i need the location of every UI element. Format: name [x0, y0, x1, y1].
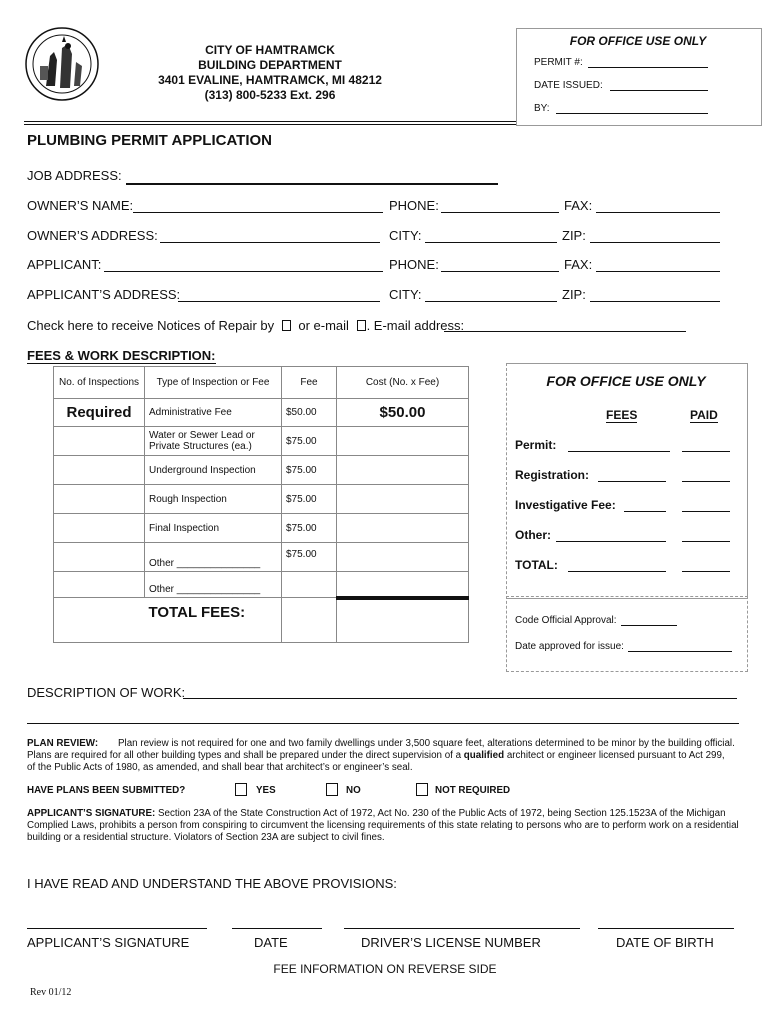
office-other-paid[interactable]	[682, 541, 730, 542]
plan-review-line2b: architect or engineer licensed pursuant to Act 299,	[506, 750, 725, 761]
office-investigative-fee[interactable]	[624, 511, 666, 512]
paid-col-label: PAID	[690, 408, 718, 422]
email-checkbox[interactable]	[357, 320, 366, 331]
applicant-fax-field[interactable]	[596, 271, 720, 272]
owners-name-label: OWNER’S NAME:	[27, 198, 134, 213]
owner-phone-field[interactable]	[441, 212, 559, 213]
fees-heading: FEES & WORK DESCRIPTION:	[27, 348, 216, 363]
seal-icon	[24, 26, 100, 102]
signature-notice	[27, 808, 747, 844]
owner-fax-label: FAX:	[564, 198, 593, 213]
email-address-field[interactable]	[444, 331, 686, 332]
col-fee: Fee	[282, 367, 337, 399]
office-investigative-paid[interactable]	[682, 511, 730, 512]
office-top-title: FOR OFFICE USE ONLY	[569, 34, 707, 48]
cost-input[interactable]	[337, 427, 469, 456]
office-right-title: FOR OFFICE USE ONLY	[546, 373, 706, 389]
inspections-input[interactable]	[54, 427, 145, 456]
office-other-fee[interactable]	[556, 541, 666, 542]
table-row	[54, 543, 469, 572]
office-permit-fee[interactable]	[568, 451, 670, 452]
total-fees-label: TOTAL FEES:	[145, 598, 282, 643]
inspections-input[interactable]	[54, 456, 145, 485]
total-spacer	[54, 598, 145, 643]
row-type: Rough Inspection	[145, 485, 282, 514]
applicant-phone-field[interactable]	[441, 271, 559, 272]
office-registration-fee[interactable]	[598, 481, 666, 482]
table-row	[54, 427, 469, 456]
owner-phone-label: PHONE:	[389, 198, 439, 213]
date-field[interactable]	[232, 928, 322, 929]
inspections-input[interactable]	[54, 485, 145, 514]
cost-input[interactable]	[337, 514, 469, 543]
applicant-city-field[interactable]	[425, 301, 557, 302]
drivers-license-field[interactable]	[344, 928, 580, 929]
applicant-label: APPLICANT:	[27, 257, 102, 272]
notices-label: Check here to receive Notices of Repair by	[27, 318, 275, 333]
row-fee: $75.00	[282, 427, 337, 456]
office-investigative-label: Investigative Fee:	[515, 498, 616, 512]
fees-col-label: FEES	[606, 408, 638, 422]
applicant-field[interactable]	[104, 271, 383, 272]
signature-notice-line1: Section 23A of the State Construction Act of 1972, Act No. 230 of the Public Acts of 1972, being Section 125.1523A of the Michigan	[158, 808, 726, 819]
permit-number-label: PERMIT #:	[534, 57, 583, 68]
inspections-input[interactable]	[54, 543, 145, 572]
email-address-label: . E-mail address:	[366, 318, 465, 333]
owners-address-field[interactable]	[160, 242, 380, 243]
row-type: Water or Sewer Lead or Private Structures (ea.)	[145, 427, 282, 456]
header-rule	[24, 121, 516, 122]
no-checkbox[interactable]	[326, 783, 338, 796]
owners-name-field[interactable]	[133, 212, 383, 213]
cost-input[interactable]	[337, 543, 469, 572]
or-email-label: or e-mail	[298, 318, 349, 333]
approval-box	[506, 596, 748, 672]
form-title: PLUMBING PERMIT APPLICATION	[27, 132, 272, 149]
row-type: Final Inspection	[145, 514, 282, 543]
required-cell: Required	[54, 399, 145, 427]
owner-city-field[interactable]	[425, 242, 557, 243]
row-fee	[282, 572, 337, 598]
total-spacer-2	[282, 598, 337, 643]
by-field[interactable]	[556, 113, 708, 114]
description-field-2[interactable]	[27, 723, 739, 724]
mail-checkbox[interactable]	[282, 320, 291, 331]
applicant-signature-label: APPLICANT’S SIGNATURE	[27, 935, 190, 950]
applicants-address-label: APPLICANT’S ADDRESS:	[27, 287, 181, 302]
applicant-phone-label: PHONE:	[389, 257, 439, 272]
office-other-label: Other:	[515, 528, 551, 542]
header-address: 3401 EVALINE, HAMTRAMCK, MI 48212	[158, 73, 382, 87]
row-fee: $50.00	[282, 399, 337, 427]
date-approved-field[interactable]	[628, 651, 732, 652]
header-city: CITY OF HAMTRAMCK	[205, 43, 335, 57]
row-fee: $75.00	[282, 543, 337, 572]
not-required-label: NOT REQUIRED	[435, 785, 511, 796]
yes-checkbox[interactable]	[235, 783, 247, 796]
permit-number-field[interactable]	[588, 67, 708, 68]
owners-address-label: OWNER’S ADDRESS:	[27, 228, 158, 243]
applicant-city-label: CITY:	[389, 287, 422, 302]
job-address-label: JOB ADDRESS:	[27, 168, 122, 183]
table-row	[54, 485, 469, 514]
plan-review-label: PLAN REVIEW:	[27, 738, 99, 749]
job-address-field[interactable]	[126, 183, 498, 185]
row-fee: $75.00	[282, 485, 337, 514]
read-understand: I HAVE READ AND UNDERSTAND THE ABOVE PROVISIONS:	[27, 876, 397, 891]
header-rule-2	[24, 124, 516, 125]
table-row	[54, 572, 469, 598]
office-total-fee[interactable]	[568, 571, 666, 572]
reverse-note: FEE INFORMATION ON REVERSE SIDE	[273, 962, 497, 976]
fees-table	[53, 366, 469, 643]
owner-fax-field[interactable]	[596, 212, 720, 213]
date-issued-field[interactable]	[610, 90, 708, 91]
no-label: NO	[346, 785, 361, 796]
signature-notice-line2: Complied Laws, prohibits a person from conspiring to circumvent the licensing requirements of this state relating to persons who are to perform work on a residential	[27, 820, 739, 831]
inspections-input[interactable]	[54, 514, 145, 543]
table-row	[54, 514, 469, 543]
col-inspections: No. of Inspections	[54, 367, 145, 399]
row-fee: $75.00	[282, 514, 337, 543]
header-department: BUILDING DEPARTMENT	[198, 58, 342, 72]
signature-notice-label: APPLICANT’S SIGNATURE:	[27, 808, 156, 819]
table-row	[54, 399, 469, 427]
notices-row	[27, 318, 464, 333]
cost-input[interactable]	[337, 456, 469, 485]
row-cost: $50.00	[337, 399, 469, 427]
row-type: Other _______________	[145, 543, 282, 572]
by-label: BY:	[534, 103, 550, 114]
col-cost: Cost (No. x Fee)	[337, 367, 469, 399]
office-permit-paid[interactable]	[682, 451, 730, 452]
applicant-signature-field[interactable]	[27, 928, 207, 929]
total-row	[54, 598, 469, 643]
owner-city-label: CITY:	[389, 228, 422, 243]
header-phone: (313) 800-5233 Ext. 296	[204, 88, 336, 102]
date-issued-label: DATE ISSUED:	[534, 80, 603, 91]
not-required-checkbox[interactable]	[416, 783, 428, 796]
description-label: DESCRIPTION OF WORK:	[27, 685, 186, 700]
city-seal	[24, 26, 100, 102]
applicant-zip-field[interactable]	[590, 301, 720, 302]
date-approved-label: Date approved for issue:	[515, 641, 624, 652]
office-registration-label: Registration:	[515, 468, 590, 482]
cost-input[interactable]	[337, 572, 469, 598]
office-permit-label: Permit:	[515, 438, 557, 452]
office-total-paid[interactable]	[682, 571, 730, 572]
total-fees-input[interactable]	[337, 598, 469, 643]
owner-zip-label: ZIP:	[562, 228, 586, 243]
owner-zip-field[interactable]	[590, 242, 720, 243]
code-official-label: Code Official Approval:	[515, 615, 617, 626]
plan-review-line1: Plan review is not required for one and two family dwellings under 3,500 square feet, alterations determined to be minor by the building official.	[118, 738, 735, 749]
yes-label: YES	[256, 785, 276, 796]
table-row	[54, 456, 469, 485]
inspections-input[interactable]	[54, 572, 145, 598]
date-of-birth-label: DATE OF BIRTH	[616, 935, 714, 950]
applicant-fax-label: FAX:	[564, 257, 593, 272]
office-total-label: TOTAL:	[515, 558, 558, 572]
office-registration-paid[interactable]	[682, 481, 730, 482]
plan-review-line3: of the Public Acts of 1980, as amended, and shall bear that architect’s or engineer’s seal.	[27, 762, 413, 773]
applicants-address-field[interactable]	[178, 301, 380, 302]
plan-review-line2a: Plans are required for all other building types and shall be prepared under the direct supervision of a	[27, 750, 462, 761]
description-field-1[interactable]	[183, 698, 737, 699]
applicant-zip-label: ZIP:	[562, 287, 586, 302]
cost-input[interactable]	[337, 485, 469, 514]
row-type: Underground Inspection	[145, 456, 282, 485]
row-type: Administrative Fee	[145, 399, 282, 427]
drivers-license-label: DRIVER’S LICENSE NUMBER	[361, 935, 541, 950]
revision-label: Rev 01/12	[30, 987, 72, 998]
plans-submitted-question: HAVE PLANS BEEN SUBMITTED?	[27, 785, 186, 796]
date-label: DATE	[254, 935, 288, 950]
row-fee: $75.00	[282, 456, 337, 485]
signature-notice-line3: building or a residential structure. Violators of Section 23A are subject to civil fines.	[27, 832, 385, 843]
code-official-field[interactable]	[621, 625, 677, 626]
col-type: Type of Inspection or Fee	[145, 367, 282, 399]
date-of-birth-field[interactable]	[598, 928, 734, 929]
plan-review-qualified: qualified	[463, 750, 505, 761]
row-type: Other _______________	[145, 572, 282, 598]
plan-review-text	[27, 738, 747, 774]
